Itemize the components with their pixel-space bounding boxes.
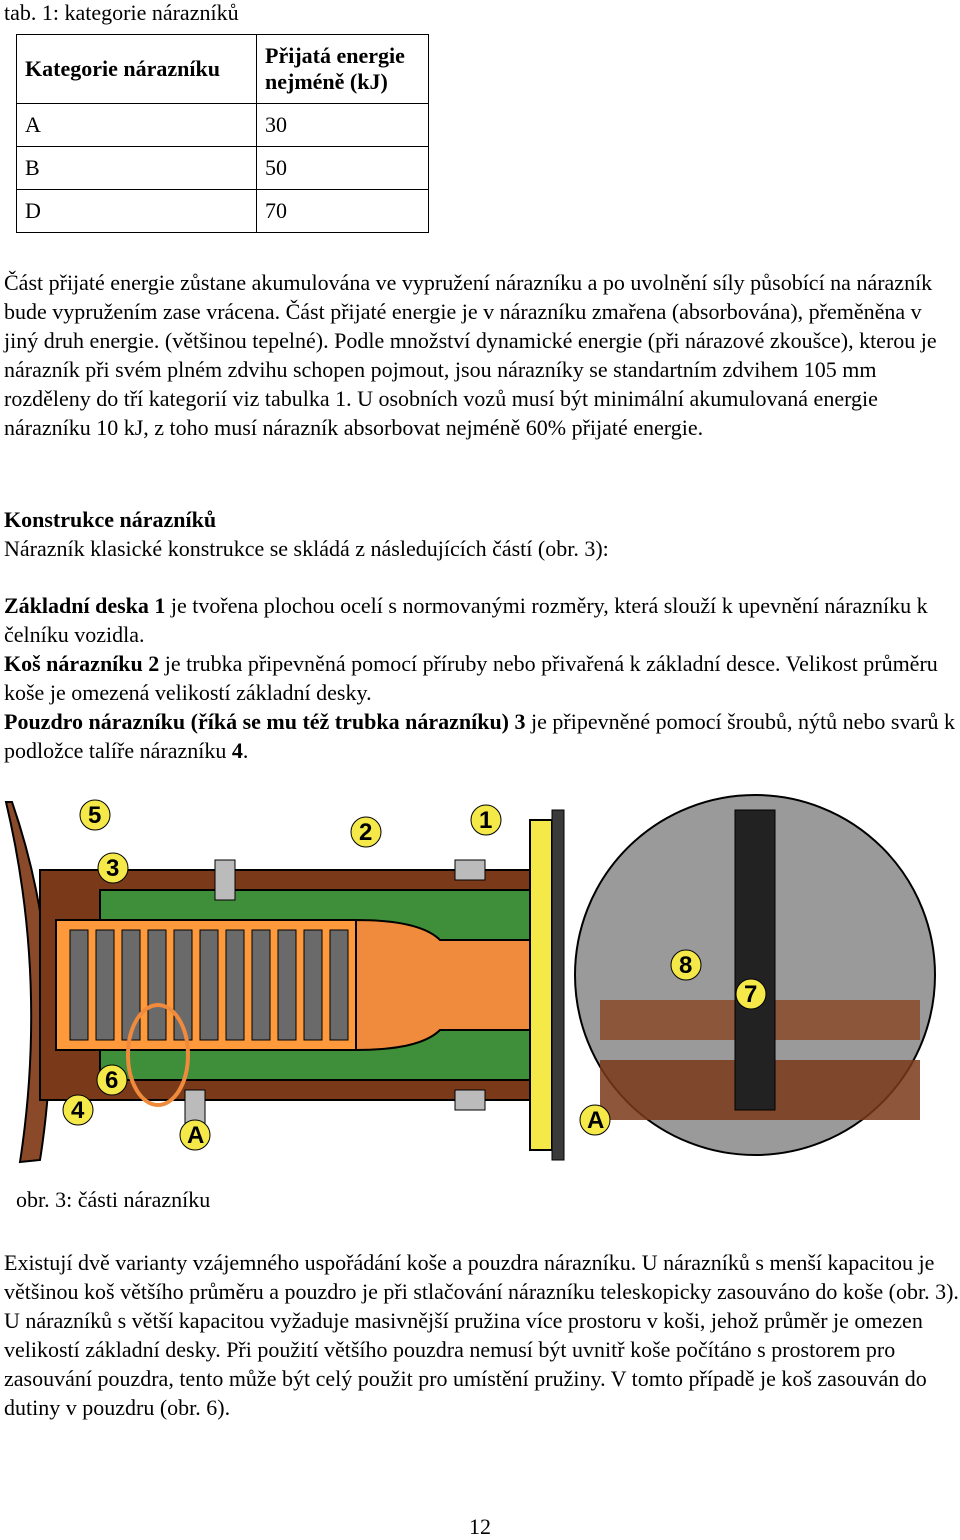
detail-center-bar xyxy=(735,810,775,1110)
part-housing xyxy=(4,707,959,765)
energy-paragraph xyxy=(4,268,959,442)
table-cell: 50 xyxy=(257,147,429,190)
label-2: 2 xyxy=(359,819,373,846)
part-title: Základní deska 1 xyxy=(4,593,166,618)
part-desc-end: . xyxy=(242,738,249,763)
label-4-marker xyxy=(63,1095,93,1125)
label-a-left-marker xyxy=(180,1120,210,1150)
label-3-marker xyxy=(98,853,128,883)
table-header-energy: Přijatá energie nejméně (kJ) xyxy=(257,35,429,104)
table-caption: tab. 1: kategorie nárazníků xyxy=(4,0,239,25)
spring-stack xyxy=(70,930,348,1040)
part-title: Koš nárazníku 2 xyxy=(4,651,160,676)
label-a-right: A xyxy=(587,1107,605,1134)
table-row xyxy=(17,104,429,147)
label-1-marker xyxy=(471,805,501,835)
table-cell: 30 xyxy=(257,104,429,147)
part-desc: je tvořena plochou ocelí s normovanými rozměry, která slouží k upevnění nárazníku k čelníku vozidla. xyxy=(4,593,928,647)
label-5-marker xyxy=(80,800,110,830)
table-cell: D xyxy=(17,190,257,233)
part-desc: je připevněné pomocí šroubů, nýtů nebo svarů k podložce talíře nárazníku xyxy=(4,709,956,763)
part-title: Pouzdro nárazníku (říká se mu též trubka nárazníku) 3 xyxy=(4,709,526,734)
label-3: 3 xyxy=(106,855,120,882)
label-a-left: A xyxy=(187,1122,205,1149)
label-1: 1 xyxy=(479,807,493,834)
label-4: 4 xyxy=(71,1097,85,1124)
part-base-plate xyxy=(4,591,959,649)
table-cell: A xyxy=(17,104,257,147)
parts-list xyxy=(4,591,959,765)
label-8-marker xyxy=(671,950,701,980)
label-6: 6 xyxy=(105,1067,119,1094)
basket-cone xyxy=(356,920,530,1050)
label-5: 5 xyxy=(88,802,102,829)
label-8: 8 xyxy=(679,952,693,979)
label-2-marker xyxy=(351,817,381,847)
section-intro: Nárazník klasické konstrukce se skládá z následujících částí (obr. 3): xyxy=(4,536,609,561)
label-7: 7 xyxy=(744,981,758,1008)
table-row xyxy=(17,147,429,190)
wall-behind xyxy=(552,810,564,1160)
figure-caption: obr. 3: části nárazníku xyxy=(16,1187,211,1212)
construction-section xyxy=(4,505,959,563)
base-plate xyxy=(530,820,552,1150)
page-number: 12 xyxy=(469,1514,491,1539)
paragraph-text: Část přijaté energie zůstane akumulována ve vypružení nárazníku a po uvolnění síly působící na nárazník bude vypružením zase vrácena. Část přijaté energie je v nárazníku zmařena (absorbována), přeměněna v jiný druh energie. (většinou tepelné). Podle množství dynamické energie (při nárazové zkoušce), kterou je nárazník při svém plném zdvihu schopen pojmout, jsou nárazníky se standartním zdvihem 105 mm rozděleny do tří kategorií viz tabulka 1. U osobních vozů musí být minimální akumulovaná energie nárazníku 10 kJ, z toho musí nárazník absorbovat nejméně 60% přijaté energie. xyxy=(4,270,937,440)
table-cell: B xyxy=(17,147,257,190)
part-number: 4 xyxy=(231,738,243,763)
energy-category-table xyxy=(16,34,429,233)
variants-paragraph xyxy=(4,1248,959,1422)
table-cell: 70 xyxy=(257,190,429,233)
paragraph-text: Existují dvě varianty vzájemného uspořádání koše a pouzdra nárazníku. U nárazníků s menší kapacitou je většinou koš většího průměru a pouzdro je při stlačování nárazníku teleskopicky zasouváno do koše (obr. 3). U nárazníků s větší kapacitou vyžaduje masivnější pružina více prostoru v koši, jehož průměr je omezen velikostí základní desky. Při použití většího pouzdra nemusí být uvnitř koše počítáno s prostorem pro zasouvání pouzdra, tento může být celý použit pro umístění pružiny. V tomto případě je koš zasouván do dutiny v pouzdru (obr. 6). xyxy=(4,1250,959,1420)
table-header-row xyxy=(17,35,429,104)
buffer-cross-section-figure xyxy=(0,790,960,1175)
part-desc: je trubka připevněná pomocí příruby nebo přivařená k základní desce. Velikost průměru koše je omezená velikostí základní desky. xyxy=(4,651,938,705)
label-7-marker xyxy=(736,979,766,1009)
part-basket xyxy=(4,649,959,707)
table-row xyxy=(17,190,429,233)
label-a-right-marker xyxy=(580,1105,610,1135)
label-6-marker xyxy=(97,1065,127,1095)
table-header-category: Kategorie nárazníku xyxy=(17,35,257,104)
section-heading: Konstrukce nárazníků xyxy=(4,507,217,532)
